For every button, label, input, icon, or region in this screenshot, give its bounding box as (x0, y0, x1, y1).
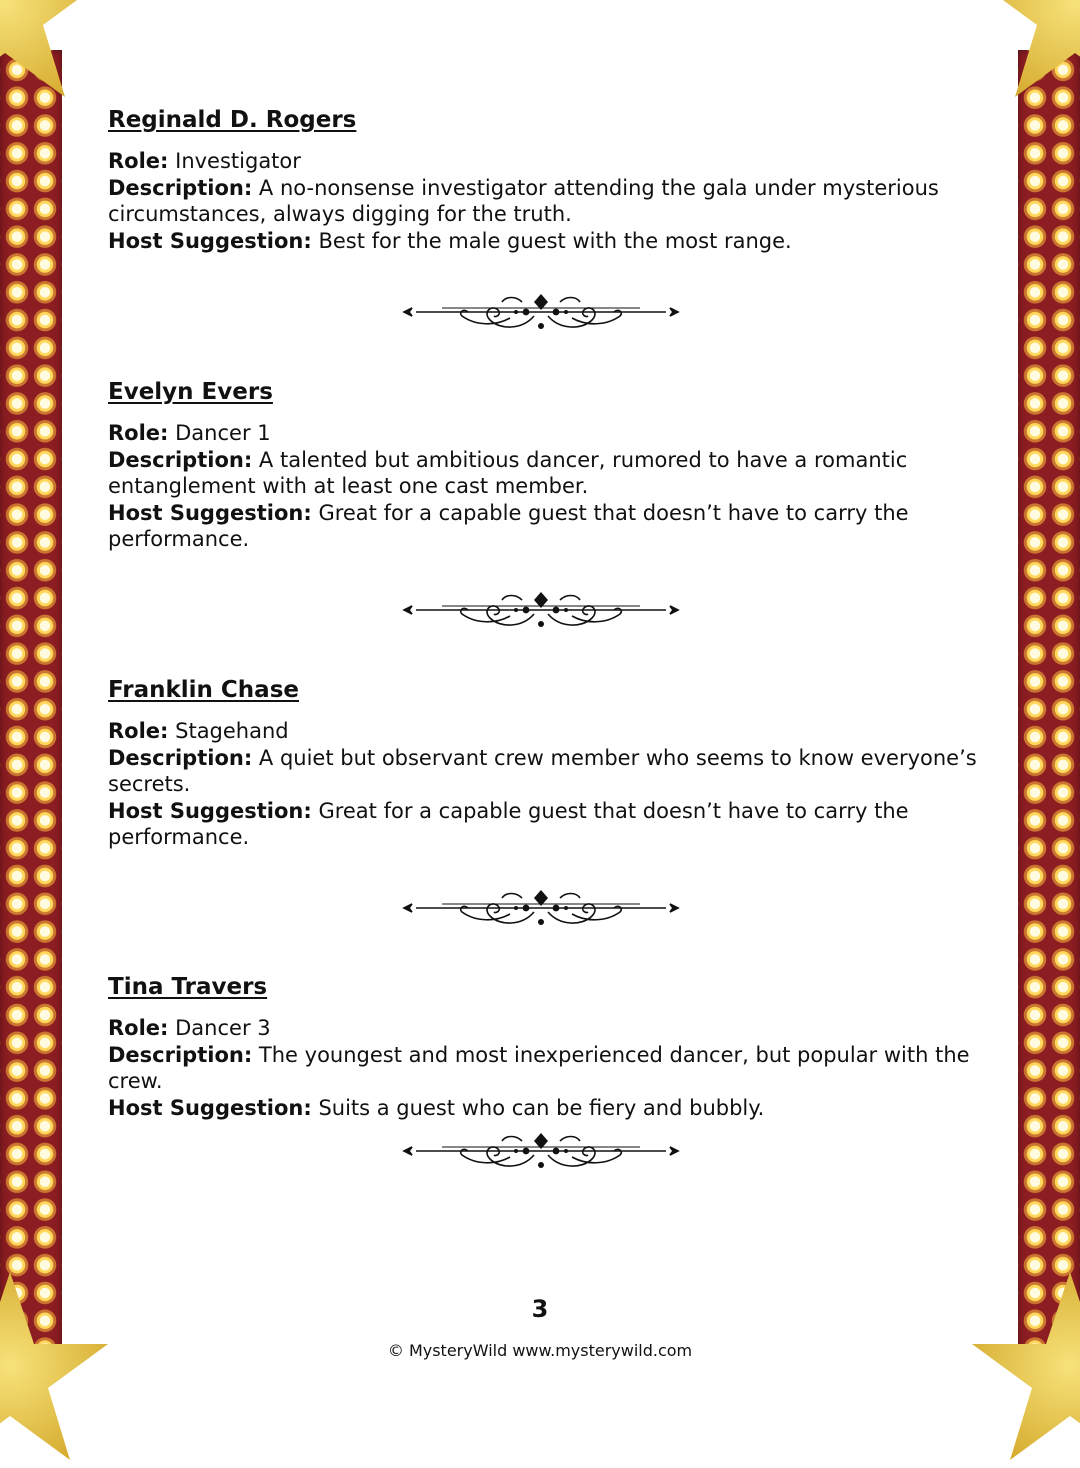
character-entry (108, 378, 988, 553)
role-value: Stagehand (175, 719, 289, 743)
character-entry (108, 106, 988, 254)
ornamental-divider-icon (402, 586, 680, 638)
footer-copyright: © MysteryWild www.mysterywild.com (387, 1341, 693, 1360)
role-label: Role: (108, 719, 169, 743)
role-line (108, 420, 988, 447)
role-line (108, 718, 988, 745)
ornamental-divider-icon (402, 884, 680, 936)
host-suggestion-line (108, 798, 988, 851)
role-value: Dancer 1 (175, 421, 271, 445)
gold-star-icon (0, 0, 105, 105)
description-label: Description: (108, 447, 253, 472)
description-line (108, 1042, 988, 1095)
character-entry (108, 973, 988, 1121)
description-label: Description: (108, 745, 253, 770)
gold-star-icon (975, 0, 1080, 105)
host-suggestion-value: Great for a capable guest that doesn’t have to carry the performance. (108, 798, 909, 849)
character-entry (108, 676, 988, 851)
description-value: The youngest and most inexperienced dancer, but popular with the crew. (108, 1042, 970, 1093)
host-suggestion-label: Host Suggestion: (108, 798, 312, 823)
role-label: Role: (108, 149, 169, 173)
role-label: Role: (108, 1016, 169, 1040)
description-value: A talented but ambitious dancer, rumored to have a romantic entanglement with at least one cast member. (108, 447, 908, 498)
host-suggestion-line (108, 500, 988, 553)
host-suggestion-line (108, 228, 988, 255)
host-suggestion-value: Suits a guest who can be fiery and bubbly. (318, 1095, 765, 1120)
description-label: Description: (108, 175, 253, 200)
role-value: Dancer 3 (175, 1016, 271, 1040)
host-suggestion-label: Host Suggestion: (108, 500, 312, 525)
description-value: A no-nonsense investigator attending the gala under mysterious circumstances, always digging for the truth. (108, 175, 939, 226)
host-suggestion-value: Best for the male guest with the most range. (318, 228, 792, 253)
host-suggestion-label: Host Suggestion: (108, 228, 312, 253)
description-line (108, 745, 988, 798)
ornamental-divider-icon (402, 1127, 680, 1179)
role-line (108, 1015, 988, 1042)
page-number: 3 (531, 1295, 549, 1323)
host-suggestion-label: Host Suggestion: (108, 1095, 312, 1120)
role-value: Investigator (175, 149, 301, 173)
description-line (108, 447, 988, 500)
character-name: Franklin Chase (108, 677, 299, 703)
host-suggestion-value: Great for a capable guest that doesn’t have to carry the performance. (108, 500, 909, 551)
marquee-lights-right-border (1018, 50, 1080, 1360)
description-label: Description: (108, 1042, 253, 1067)
role-line (108, 148, 988, 175)
role-label: Role: (108, 421, 169, 445)
character-name: Tina Travers (108, 974, 268, 1000)
description-line (108, 175, 988, 228)
description-value: A quiet but observant crew member who seems to know everyone’s secrets. (108, 745, 977, 796)
character-name: Reginald D. Rogers (108, 107, 357, 133)
ornamental-divider-icon (402, 288, 680, 340)
marquee-lights-left-border (0, 50, 62, 1360)
character-name: Evelyn Evers (108, 379, 273, 405)
host-suggestion-line (108, 1095, 988, 1122)
